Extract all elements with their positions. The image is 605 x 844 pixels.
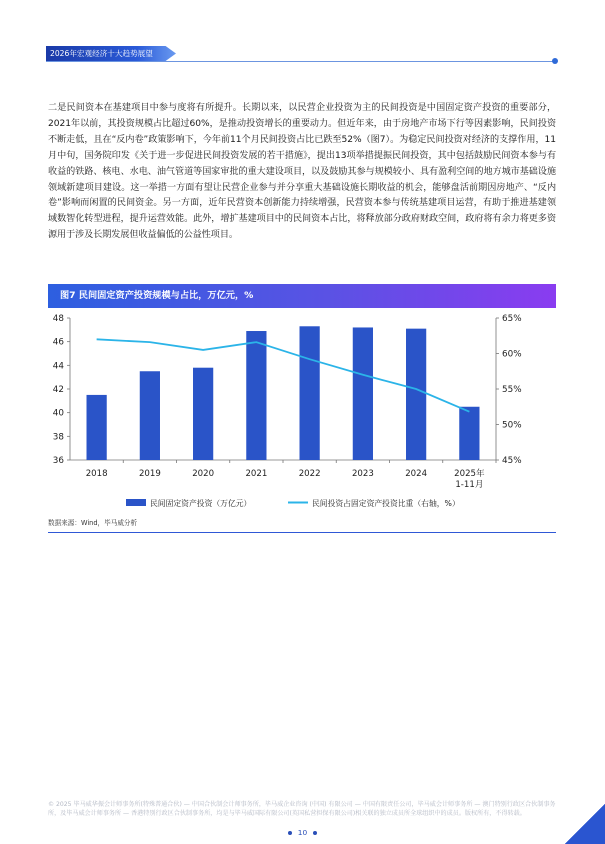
y-right-tick-label: 45% [502,456,522,466]
x-tick-label: 2024 [405,469,428,479]
figure-source: 数据来源：Wind，毕马威分析 [48,519,138,527]
x-tick-label: 2021 [245,469,268,479]
bar [246,331,266,460]
bar [406,329,426,460]
bar [193,368,213,460]
x-tick-label: 2023 [351,469,374,479]
y-left-tick-label: 48 [52,314,64,324]
y-left-tick-label: 36 [52,456,64,466]
legend-line-label: 民间投资占固定资产投资比重（右轴，%） [312,499,460,508]
page-dot-icon [313,831,317,835]
page-dot-icon [288,831,292,835]
header-title: 2026年宏观经济十大趋势展望 [50,49,153,58]
corner-decoration [565,804,605,844]
x-tick-label: 1-11月 [455,480,484,490]
y-right-tick-label: 60% [502,349,522,360]
page-number-text: 10 [297,828,308,837]
legend-bar-swatch [126,499,146,506]
body-paragraph: 二是民间资本在基建项目中参与度将有所提升。长期以来，以民营企业投资为主的民间投资是中国固定资产投资的重要部分，2021年以前，其投资规模占比超过60%，是推动投资增长的重要动力。但近年来，由于房地产市场下行等因素影响，民间投资不断走低，且在“反内卷”政策影响下，今年前11个月民间投资占比已跌至52%（图7）。为稳定民间投资对经济的支撑作用，11月中旬，国务院印发《关于进一步促进民间投资发展的若干措施》，提出13项举措提振民间投资，其中包括鼓励民间资本参与有收益的铁路、核电、水电、油气管道等国家审批的重大建设项目，以及鼓励其参与规模较小、具有盈利空间的地方城市基础设施领域新建项目建设。这一举措一方面有望让民营企业参与并分享重大基础设施长期收益的机会，能够盘活前期因房地产、“反内卷”影响而闲置的民间资金。另一方面，近年民营资本创新能力持续增强，民营资本参与传统基建项目运营，有助于推进基建领域数智化转型进程，提升运营效能。此外，增扩基建项目中的民间资本占比，将释放部分政府财政空间，政府将有余力将更多资源用于涉及长期发展但收益偏低的公益性项目。 [48,103,556,241]
source-divider [48,532,556,533]
legend-bar-label: 民间固定资产投资（万亿元） [150,499,252,508]
bar [300,326,320,460]
bar [459,407,479,460]
y-right-tick-label: 55% [502,385,522,395]
y-left-tick-label: 46 [52,337,64,348]
bar [140,371,160,460]
y-left-tick-label: 38 [52,432,64,443]
x-tick-label: 2018 [85,469,108,479]
x-tick-label: 2022 [298,469,321,479]
x-tick-label: 2020 [192,469,215,479]
y-left-tick-label: 42 [52,385,64,395]
y-left-tick-label: 44 [52,361,64,372]
y-right-tick-label: 65% [502,314,522,324]
page-number [0,828,605,837]
y-right-tick-label: 50% [502,420,522,431]
x-tick-label: 2025年 [454,469,485,479]
x-tick-label: 2019 [138,469,161,479]
figure-title: 图7 民间固定资产投资规模与占比，万亿元，% [60,290,254,301]
footer-disclaimer: © 2025 毕马威华振会计师事务所(特殊普通合伙) — 中国合伙制会计师事务所，毕马威企业咨询 (中国) 有限公司 — 中国有限责任公司，毕马威会计师事务所 — 澳门特别行政区合伙制事务所，及毕马威会计师事务所 — 香港特别行政区合伙制事务所，均是与毕马威国际有限公司(英国私营担保有限公司)相关联的独立成员所全球组织中的成员。版权所有，不得转载。 [48,801,556,817]
y-left-tick-label: 40 [52,408,64,419]
bar [353,327,373,460]
bar [87,395,107,460]
